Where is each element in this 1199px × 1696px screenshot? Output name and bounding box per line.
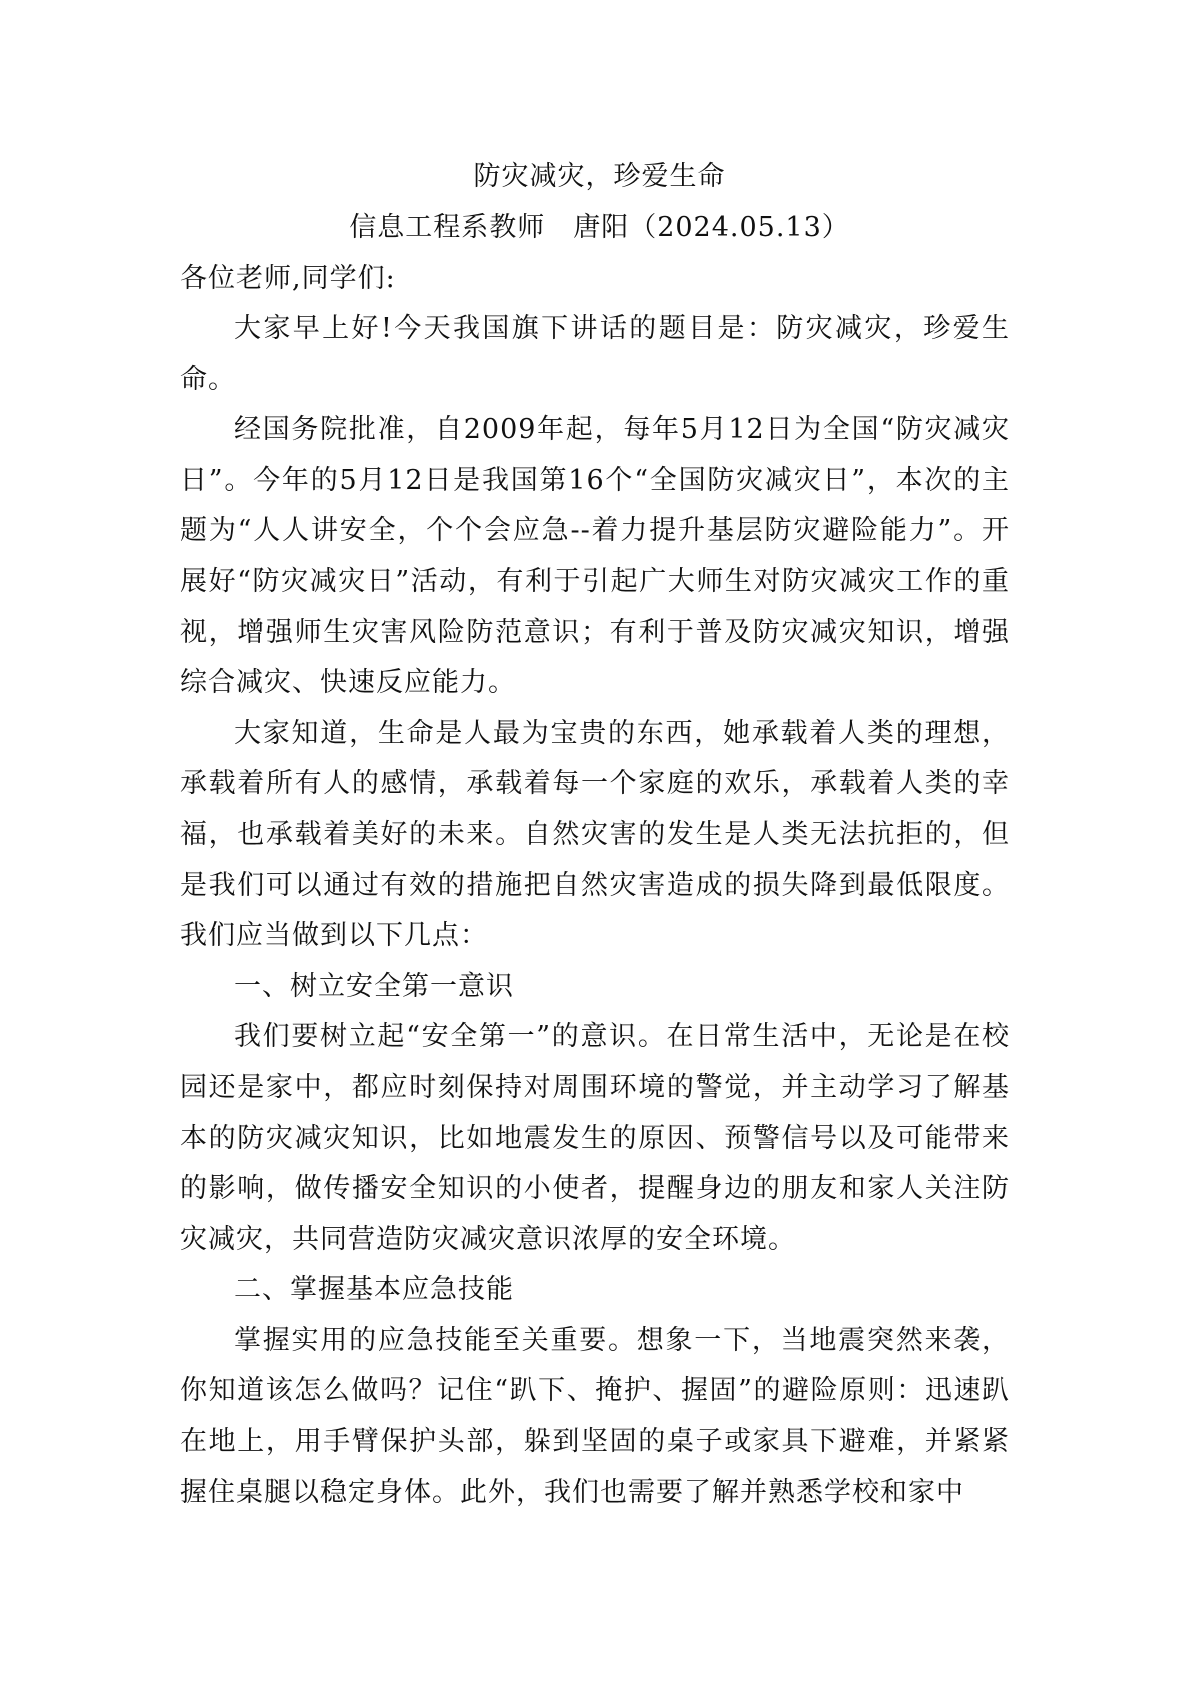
section-heading-1: 一、树立安全第一意识 [234, 970, 514, 1002]
author-line: 信息工程系教师 唐阳（2024.05.13） [349, 212, 850, 243]
paragraph-safety-awareness: 我们要树立起“安全第一”的意识。在日常生活中，无论是在校园还是家中，都应时刻保持对周围环境的警觉，并主动学习了解基本的防灾减灾知识，比如地震发生的原因、预警信号以及可能带来的影响，做传播安全知识的小使者，提醒身边的朋友和家人关注防灾减灾，共同营造防灾减灾意识浓厚的安全环境。 [180, 1021, 1010, 1255]
document-body [180, 304, 1010, 1518]
greeting: 各位老师,同学们: [180, 263, 396, 294]
paragraph-life-value: 大家知道，生命是人最为宝贵的东西，她承载着人类的理想，承载着所有人的感情，承载着每一个家庭的欢乐，承载着人类的幸福，也承载着美好的未来。自然灾害的发生是人类无法抗拒的，但是我们可以通过有效的措施把自然灾害造成的损失降到最低限度。我们应当做到以下几点： [180, 717, 1010, 952]
paragraph-emergency-skills: 掌握实用的应急技能至关重要。想象一下，当地震突然来袭，你知道该怎么做吗？记住“趴下、掩护、握固”的避险原则：迅速趴在地上，用手臂保护头部，躲到坚固的桌子或家具下避难，并紧紧握住桌腿以稳定身体。此外，我们也需要了解并熟悉学校和家中 [180, 1324, 1010, 1508]
paragraph-opening: 大家早上好!今天我国旗下讲话的题目是：防灾减灾，珍爱生命。 [180, 313, 1010, 395]
paragraph-background: 经国务院批准，自2009年起，每年5月12日为全国“防灾减灾日”。今年的5月12日是我国第16个“全国防灾减灾日”，本次的主题为“人人讲安全，个个会应急--着力提升基层防灾避险能力”。开展好“防灾减灾日”活动，有利于引起广大师生对防灾减灾工作的重视，增强师生灾害风险防范意识；有利于普及防灾减灾知识，增强综合减灾、快速反应能力。 [180, 414, 1010, 699]
document-title: 防灾减灾，珍爱生命 [473, 161, 726, 192]
section-heading-2: 二、掌握基本应急技能 [234, 1274, 514, 1306]
